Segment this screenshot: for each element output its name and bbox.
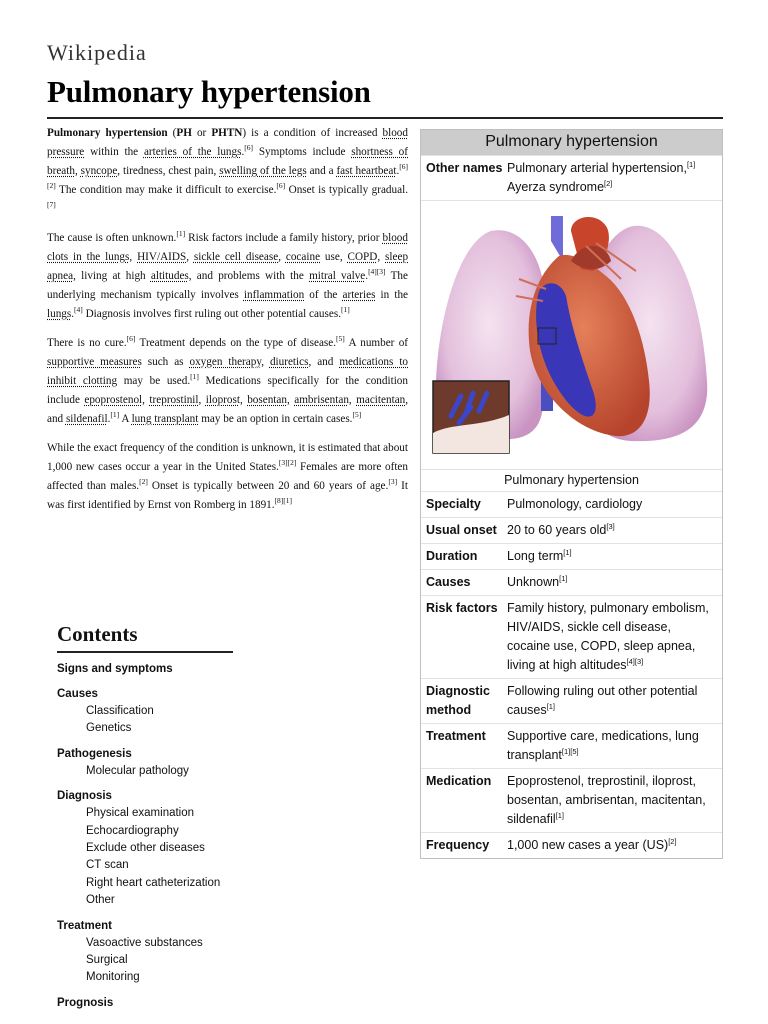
citation[interactable]: [2] <box>668 837 677 846</box>
title-divider <box>47 117 723 119</box>
abbreviation-phtn: PHTN <box>211 127 243 139</box>
infobox-row <box>421 832 722 858</box>
link-inflammation[interactable]: inflammation <box>243 289 305 301</box>
link-copd[interactable]: COPD <box>347 251 378 263</box>
citation[interactable]: [2] <box>604 179 613 188</box>
toc-subsection-link[interactable]: CT scan <box>86 859 129 872</box>
infobox-value: 1,000 new cases a year (US)[2] <box>507 837 677 852</box>
infobox-row <box>421 491 722 517</box>
infobox-label: Diagnostic method <box>426 684 490 717</box>
citation[interactable]: [1][5] <box>561 747 579 756</box>
toc-title: Contents <box>57 622 233 653</box>
link-fast-heartbeat[interactable]: fast heartbeat <box>336 165 397 177</box>
citation[interactable]: [1] <box>555 811 564 820</box>
citation[interactable]: [4][3] <box>368 267 386 276</box>
infobox-row <box>421 678 722 723</box>
toc-section-link[interactable]: Diagnosis <box>57 790 112 803</box>
infobox-label: Duration <box>426 549 478 563</box>
citation[interactable]: [4][3] <box>626 657 644 666</box>
citation[interactable]: [1] <box>686 160 696 169</box>
toc-subsection-link[interactable]: Right heart catheterization <box>86 876 221 889</box>
link-epoprostenol[interactable]: epoprostenol <box>84 394 143 406</box>
link-sildenafil[interactable]: sildenafil <box>65 413 108 425</box>
link-bosentan[interactable]: bosentan <box>247 394 287 406</box>
link-diuretics[interactable]: diuretics <box>269 356 309 368</box>
infobox-row <box>421 517 722 543</box>
toc-subsection-link[interactable]: Surgical <box>86 954 128 967</box>
link-lungs[interactable]: lungs <box>47 308 72 320</box>
infobox-value: Family history, pulmonary embolism, HIV/AIDS, sickle cell disease, cocaine use, COPD, sleep apnea, living at high altitudes[4][3] <box>507 601 709 672</box>
toc-subsection-link[interactable]: Classification <box>86 705 154 717</box>
link-altitudes[interactable]: altitudes <box>150 270 189 282</box>
link-supportive-measures[interactable]: supportive measures <box>47 356 142 368</box>
link-cocaine[interactable]: cocaine <box>285 251 321 263</box>
infobox-image[interactable] <box>421 200 722 469</box>
link-blood-clots-in-the-lungs[interactable]: blood clots in the lungs <box>47 232 408 263</box>
citation[interactable]: [1] <box>190 372 199 381</box>
infobox-rows <box>421 491 722 858</box>
citation[interactable]: [5] <box>336 334 345 343</box>
link-oxygen-therapy[interactable]: oxygen therapy <box>189 356 262 368</box>
citation[interactable]: [3] <box>606 522 615 531</box>
toc-subsection-link[interactable]: Exclude other diseases <box>86 842 205 855</box>
infobox-label: Medication <box>426 774 492 788</box>
intro-paragraph-2: The cause is often unknown.[1] Risk factors include a family history, prior blood clots in the lungs, HIV/AIDS, sickle cell disease, cocaine use, COPD, sleep apnea, living at high altitudes, and problems with the mitral valve.[4][3] The underlying mechanism typically involves inflammation of the arteries in the lungs.[4] Diagnosis involves first ruling out other potential causes.[1] <box>47 229 409 320</box>
infobox-label: Causes <box>426 575 471 589</box>
infobox-label: Other names <box>426 161 503 175</box>
table-of-contents <box>57 622 297 1012</box>
infobox-label: Treatment <box>426 729 486 743</box>
toc-section-link[interactable]: Causes <box>57 688 98 700</box>
citation[interactable]: [3] <box>388 477 398 486</box>
infobox-caption: Pulmonary hypertension <box>421 469 722 491</box>
infobox-row <box>421 768 722 832</box>
infobox-title: Pulmonary hypertension <box>421 130 722 155</box>
citation[interactable]: [4] <box>74 305 83 314</box>
infobox-row <box>421 595 722 678</box>
citation[interactable]: [1] <box>176 229 186 238</box>
link-arteries-of-the-lungs[interactable]: arteries of the lungs <box>143 146 242 158</box>
infobox-value: Pulmonary arterial hypertension,[1] Ayerza syndrome[2] <box>507 160 696 194</box>
toc-subsection-link[interactable]: Physical examination <box>86 807 195 820</box>
infobox-value: Unknown[1] <box>507 574 568 589</box>
link-treprostinil[interactable]: treprostinil <box>149 394 199 406</box>
link-hiv-aids[interactable]: HIV/AIDS <box>137 251 187 263</box>
infobox-value: Epoprostenol, treprostinil, iloprost, bosentan, ambrisentan, macitentan, sildenafil[1] <box>507 774 706 826</box>
intro-paragraph-3: There is no cure.[6] Treatment depends on the type of disease.[5] A number of supportive measures such as oxygen therapy, diuretics, and medications to inhibit clotting may be used.[1] Medications specifically for the condition include epoprostenol, treprostinil, iloprost, bosentan, ambrisentan, macitentan, and sildenafil.[1] A lung transplant may be an option in certain cases.[5] <box>47 334 409 425</box>
citation[interactable]: [6] <box>276 181 286 190</box>
intro-paragraph-1: Pulmonary hypertension (PH or PHTN) is a condition of increased blood pressure within the arteries of the lungs.[6] Symptoms include shortness of breath, syncope, tiredness, chest pain, swelling of the legs and a fast heartbeat.[6][2] The condition may make it difficult to exercise.[6] Onset is typically gradual.[7] <box>47 127 409 209</box>
infobox-label: Frequency <box>426 838 490 852</box>
infobox-row <box>421 569 722 595</box>
article-intro <box>47 124 408 525</box>
page-title: Pulmonary hypertension <box>47 74 371 109</box>
abbreviation-ph: PH <box>176 127 192 139</box>
link-arteries[interactable]: arteries <box>342 289 376 301</box>
link-ambrisentan[interactable]: ambrisentan <box>294 394 349 406</box>
toc-subsection-link[interactable]: Other <box>86 894 115 907</box>
toc-subsection-link[interactable]: Genetics <box>86 722 132 735</box>
link-mitral-valve[interactable]: mitral valve <box>309 270 366 282</box>
infobox-value: Pulmonology, cardiology <box>507 497 643 511</box>
citation[interactable]: [1] <box>110 410 120 419</box>
heart-lungs-illustration <box>421 201 720 469</box>
infobox-label: Usual onset <box>426 523 497 537</box>
infobox <box>420 129 723 859</box>
infobox-label: Risk factors <box>426 601 498 615</box>
link-sleep-apnea[interactable]: sleep apnea <box>47 251 409 282</box>
link-sickle-cell-disease[interactable]: sickle cell disease <box>193 251 279 263</box>
infobox-value: Supportive care, medications, lung transplant[1][5] <box>507 729 699 762</box>
citation[interactable]: [5] <box>352 410 362 419</box>
link-macitentan[interactable]: macitentan <box>356 394 406 406</box>
link-medications-to-inhibit-clotting[interactable]: medications to inhibit clotting <box>47 356 409 387</box>
toc-section-link[interactable]: Treatment <box>57 919 112 932</box>
citation[interactable]: [6][2] <box>47 162 409 190</box>
citation[interactable]: [6] <box>126 334 136 343</box>
citation[interactable]: [2] <box>139 477 148 486</box>
wikipedia-logo[interactable]: Wikipedia <box>47 40 147 65</box>
article-subject: Pulmonary hypertension <box>47 127 168 139</box>
citation[interactable]: [8][1] <box>274 496 293 505</box>
citation[interactable]: [1] <box>341 305 350 314</box>
toc-list <box>57 661 297 1012</box>
citation[interactable]: [3][2] <box>278 458 297 467</box>
citation[interactable]: [1] <box>559 574 568 583</box>
infobox-row-other-names <box>421 155 722 200</box>
link-iloprost[interactable]: iloprost <box>205 394 240 406</box>
toc-subsection-link[interactable]: Monitoring <box>86 971 140 984</box>
infobox-row <box>421 723 722 768</box>
link-lung-transplant[interactable]: lung transplant <box>131 413 199 425</box>
infobox-label: Specialty <box>426 497 481 511</box>
citation[interactable]: [1] <box>546 702 555 711</box>
toc-subsection-link[interactable]: Echocardiography <box>86 824 179 837</box>
citation[interactable]: [1] <box>563 548 572 557</box>
toc-subsection-link[interactable]: Molecular pathology <box>86 764 189 777</box>
citation[interactable]: [6] <box>244 143 254 152</box>
link-syncope[interactable]: syncope <box>80 165 118 177</box>
infobox-value: 20 to 60 years old[3] <box>507 522 615 537</box>
link-shortness-of-breath[interactable]: shortness of breath <box>47 146 408 177</box>
infobox-value: Following ruling out other potential causes[1] <box>507 684 698 717</box>
infobox-value: Long term[1] <box>507 548 572 563</box>
toc-section-link[interactable]: Signs and symptoms <box>57 663 173 675</box>
toc-subsection-link[interactable]: Vasoactive substances <box>86 936 203 949</box>
toc-section-link[interactable]: Pathogenesis <box>57 747 132 760</box>
toc-section-link[interactable]: Prognosis <box>57 996 114 1009</box>
link-blood-pressure[interactable]: blood pressure <box>47 127 408 158</box>
citation[interactable]: [7] <box>47 200 56 209</box>
link-swelling-of-the-legs[interactable]: swelling of the legs <box>219 165 307 177</box>
infobox-row <box>421 543 722 569</box>
intro-paragraph-4: While the exact frequency of the condition is unknown, it is estimated that about 1,000 new cases occur a year in the United States.[3][2] Females are more often affected than males.[2] Onset is typically between 20 and 60 years of age.[3] It was first identified by Ernst von Romberg in 1891.[8][1] <box>47 442 409 511</box>
